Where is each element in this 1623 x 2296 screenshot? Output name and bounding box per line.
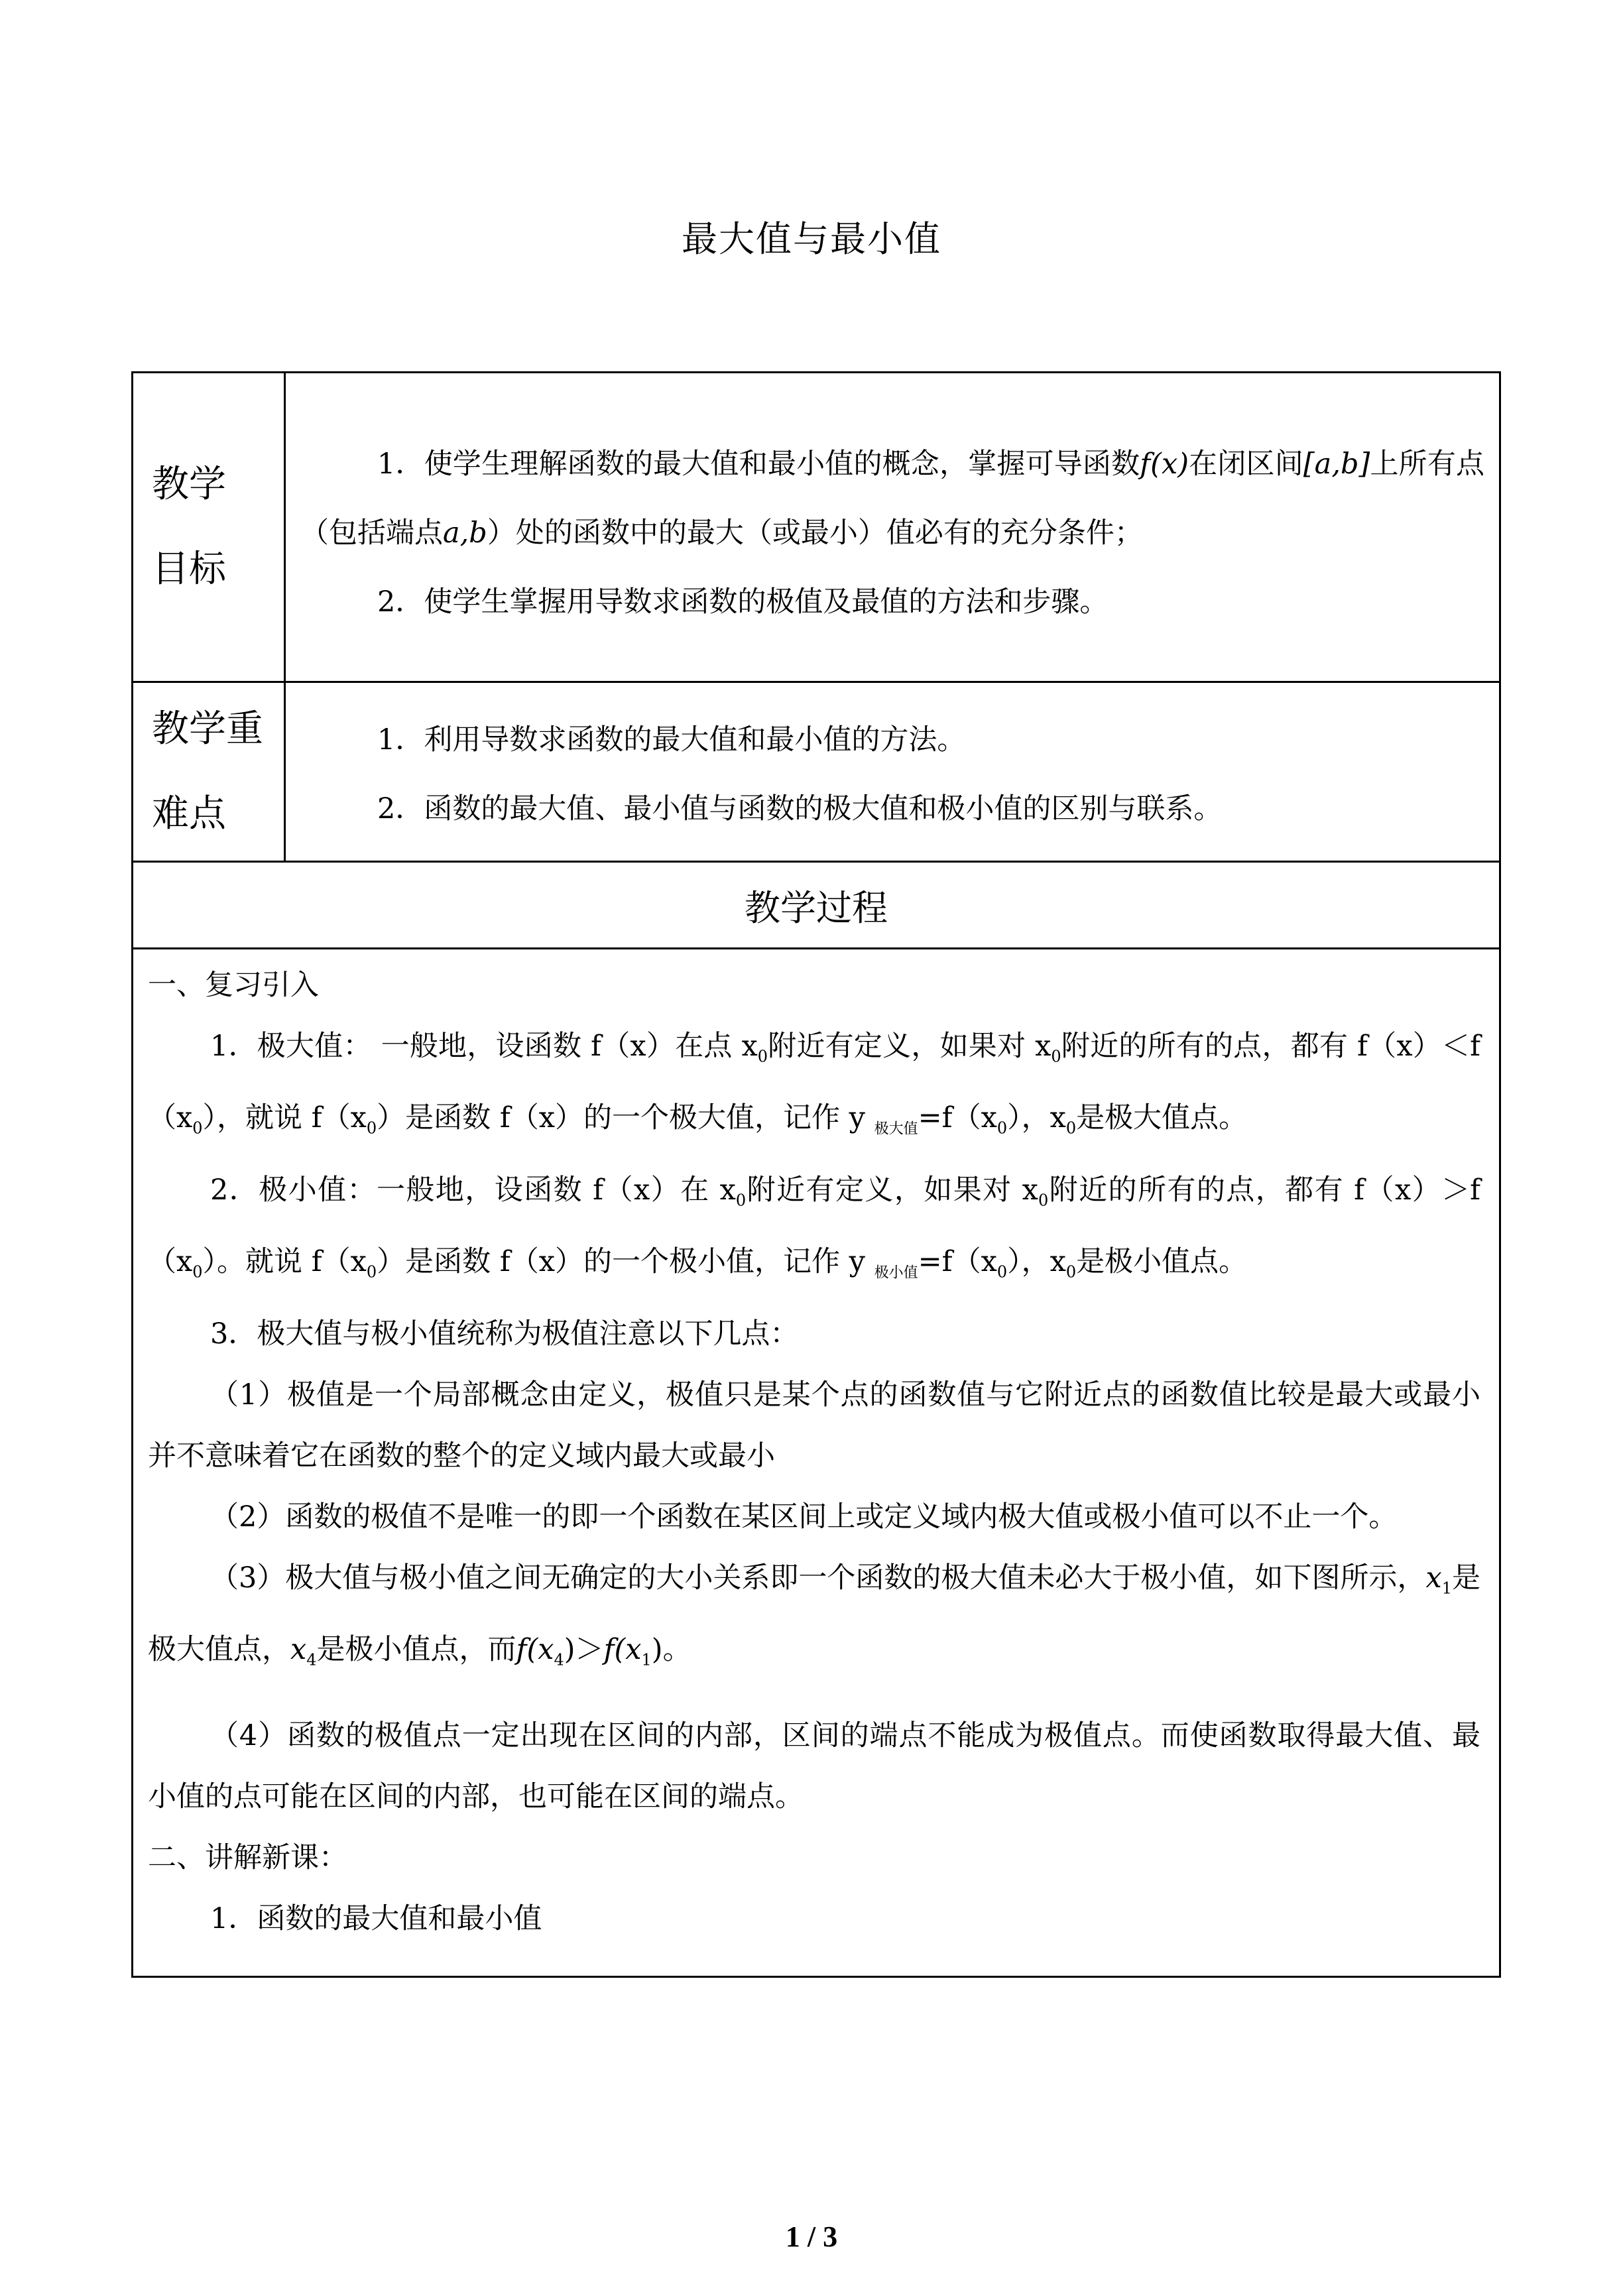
paragraph-max-min: 1．函数的最大值和最小值 (210, 1902, 542, 1935)
difficulties-row (133, 682, 1500, 862)
goals-label (133, 373, 285, 682)
process-content (133, 949, 1500, 1977)
note-3: （3）极大值与极小值之间无确定的大小关系即一个函数的极大值未必大于极小值，如下图所示，$x_1$是极大值点，$x_4$是极小值点，而$f(x_4)>f(x_1)$。 (148, 1561, 1481, 1669)
paragraph-extrema-notes: 3．极大值与极小值统称为极值注意以下几点： (210, 1317, 799, 1351)
difficulties-label-line1: 教学重 (152, 707, 263, 751)
note-4: （4）函数的极值点一定出现在区间的内部，区间的端点不能成为极值点。而使函数取得最大值、最小值的点可能在区间的内部，也可能在区间的端点。 (148, 1719, 1480, 1813)
page-title: 最大值与最小值 (682, 218, 941, 260)
lesson-plan-table (131, 371, 1501, 1978)
goals-content (285, 373, 1500, 682)
goals-label-line2: 目标 (152, 548, 226, 591)
difficulties-label-line2: 难点 (152, 792, 226, 835)
goal-item-1: 1．使学生理解函数的最大值和最小值的概念，掌握可导函数f(x)在闭区间[a,b]上所有点（包括端点a,b）处的函数中的最大（或最小）值必有的充分条件； (300, 448, 1485, 550)
paragraph-local-maximum: 1．极大值： 一般地，设函数 f（x）在点 $x_0$附近有定义，如果对 $x_0$附近的所有的点，都有 $f(x)<f(x_0)$，就说 $f(x_0)$是函数 f（x）的一个极大值，记作 y $_{极大值}=f(x_0)$，$x_0$是极大值点。 (148, 1030, 1481, 1138)
goals-label-line1: 教学 (152, 463, 226, 506)
process-row (133, 949, 1500, 1977)
goals-row (133, 373, 1500, 682)
difficulties-content (285, 682, 1500, 862)
goal-item-2: 2．使学生掌握用导数求函数的极值及最值的方法和步骤。 (377, 585, 1109, 619)
difficulty-item-2: 2．函数的最大值、最小值与函数的极大值和极小值的区别与联系。 (377, 792, 1223, 825)
note-1: （1）极值是一个局部概念由定义，极值只是某个点的函数值与它附近点的函数值比较是最大或最小并不意味着它在函数的整个的定义域内最大或最小 (148, 1378, 1480, 1473)
note-2: （2）函数的极值不是唯一的即一个函数在某区间上或定义域内极大值或极小值可以不止一个。 (210, 1500, 1398, 1534)
section-review-heading: 一、复习引入 (148, 969, 319, 1002)
difficulty-item-1: 1．利用导数求函数的最大值和最小值的方法。 (377, 723, 966, 756)
paragraph-local-minimum: 2．极小值：一般地，设函数 f（x）在 $x_0$附近有定义，如果对 $x_0$附近的所有的点，都有 $f(x)>f(x_0)$。就说 $f(x_0)$是函数 f（x）的一个极小值，记作 y $_{极小值}=f(x_0)$，$x_0$是极小值点。 (148, 1174, 1480, 1282)
process-header-row (133, 862, 1500, 949)
process-header: 教学过程 (133, 862, 1500, 949)
page-number: 1 / 3 (785, 2220, 838, 2253)
difficulties-label (133, 682, 285, 862)
section-new-lesson-heading: 二、讲解新课： (148, 1841, 347, 1874)
